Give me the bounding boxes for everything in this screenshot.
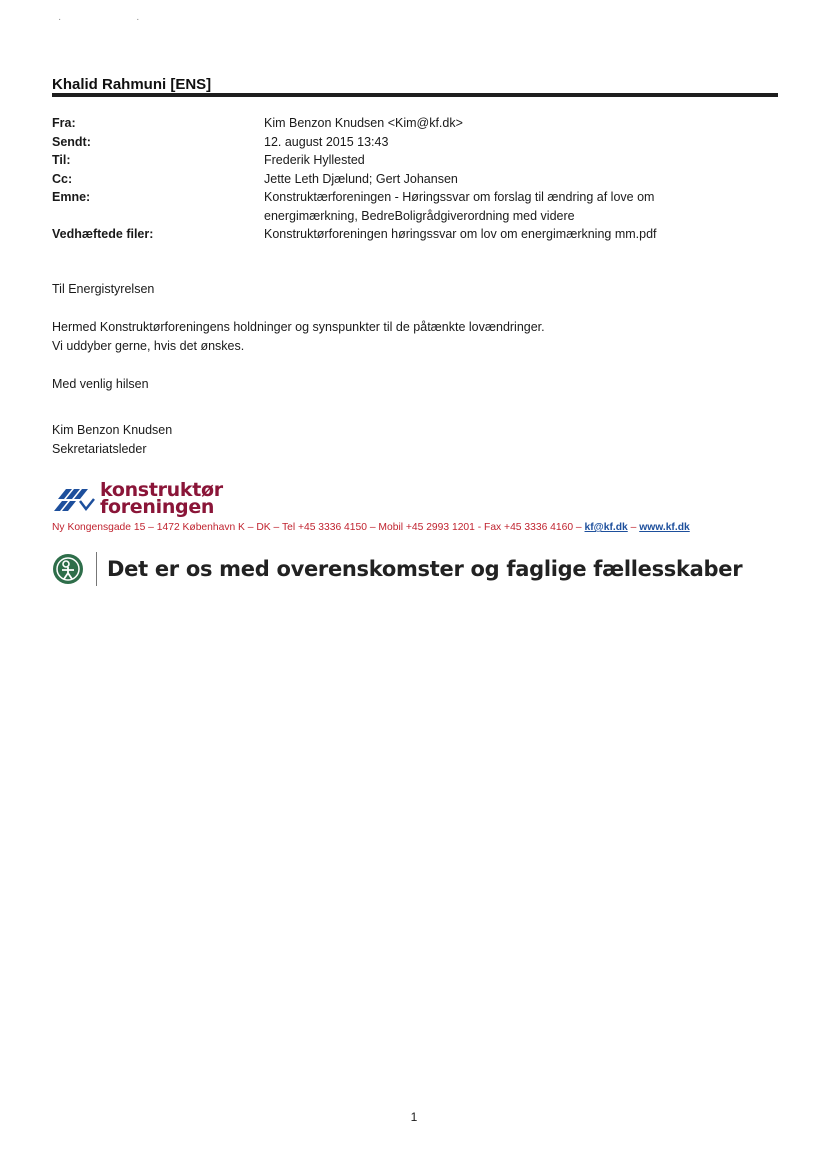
attachments-row xyxy=(52,225,778,244)
email-link[interactable]: kf@kf.dk xyxy=(584,522,628,533)
greeting: Til Energistyrelsen xyxy=(52,282,155,296)
from-value: Kim Benzon Knudsen <Kim@kf.dk> xyxy=(264,116,463,130)
email-header-fields xyxy=(52,114,778,244)
header-divider xyxy=(52,93,778,97)
kf-logo-text xyxy=(100,479,223,518)
to-label: Til: xyxy=(52,153,71,167)
kf-logo xyxy=(50,479,223,518)
subject-line-2: energimærkning, BedreBoligrådgiverordning med videre xyxy=(264,208,575,223)
cc-label: Cc: xyxy=(52,171,73,186)
scan-marks: · · xyxy=(58,14,176,25)
slogan-text: Det er os med overenskomster og faglige fællesskaber xyxy=(107,557,743,581)
cc-value: Jette Leth Djælund; Gert Johansen xyxy=(264,171,458,186)
kf-logo-icon xyxy=(50,483,96,515)
to-row xyxy=(52,151,778,170)
slogan-banner xyxy=(52,552,742,586)
from-row xyxy=(52,114,778,133)
page-number: 1 xyxy=(410,1110,418,1124)
sent-row xyxy=(52,133,778,152)
subject-label: Emne: xyxy=(52,190,91,204)
email-owner-name: Khalid Rahmuni [ENS] xyxy=(52,76,212,93)
body-line-1: Hermed Konstruktørforeningens holdninger og synspunkter til de påtænkte lovændringer. xyxy=(52,320,545,334)
slogan-divider xyxy=(96,552,97,586)
subject-row xyxy=(52,188,778,225)
contact-separator: – xyxy=(627,522,640,533)
subject-value xyxy=(264,188,778,225)
to-value: Frederik Hyllested xyxy=(264,153,365,167)
cc-row xyxy=(52,170,778,189)
website-link[interactable]: www.kf.dk xyxy=(639,522,690,533)
from-label: Fra: xyxy=(52,116,76,130)
attachments-label: Vedhæftede filer: xyxy=(52,227,154,241)
logo-word-2: foreningen xyxy=(100,496,215,518)
logo-word-1: konstruktør xyxy=(100,479,223,501)
attachment-file[interactable]: Konstruktørforeningen høringssvar om lov om energimærkning mm.pdf xyxy=(264,227,657,241)
body-line-2: Vi uddyber gerne, hvis det ønskes. xyxy=(52,339,245,353)
email-body xyxy=(52,280,772,459)
contact-address: Ny Kongensgade 15 – 1472 København K – DK – Tel +45 3336 4150 – Mobil +45 2993 1201 - Fax +45 3336 4160 – xyxy=(52,522,585,533)
signer-title: Sekretariatsleder xyxy=(52,442,147,456)
people-circle-icon xyxy=(52,553,84,585)
sent-value: 12. august 2015 13:43 xyxy=(264,134,389,149)
subject-line-1: Konstruktærforeningen - Høringssvar om forslag til ændring af love om xyxy=(264,190,655,204)
contact-info xyxy=(52,522,690,533)
sent-label: Sendt: xyxy=(52,134,91,149)
signer-name: Kim Benzon Knudsen xyxy=(52,423,173,437)
closing: Med venlig hilsen xyxy=(52,377,149,391)
